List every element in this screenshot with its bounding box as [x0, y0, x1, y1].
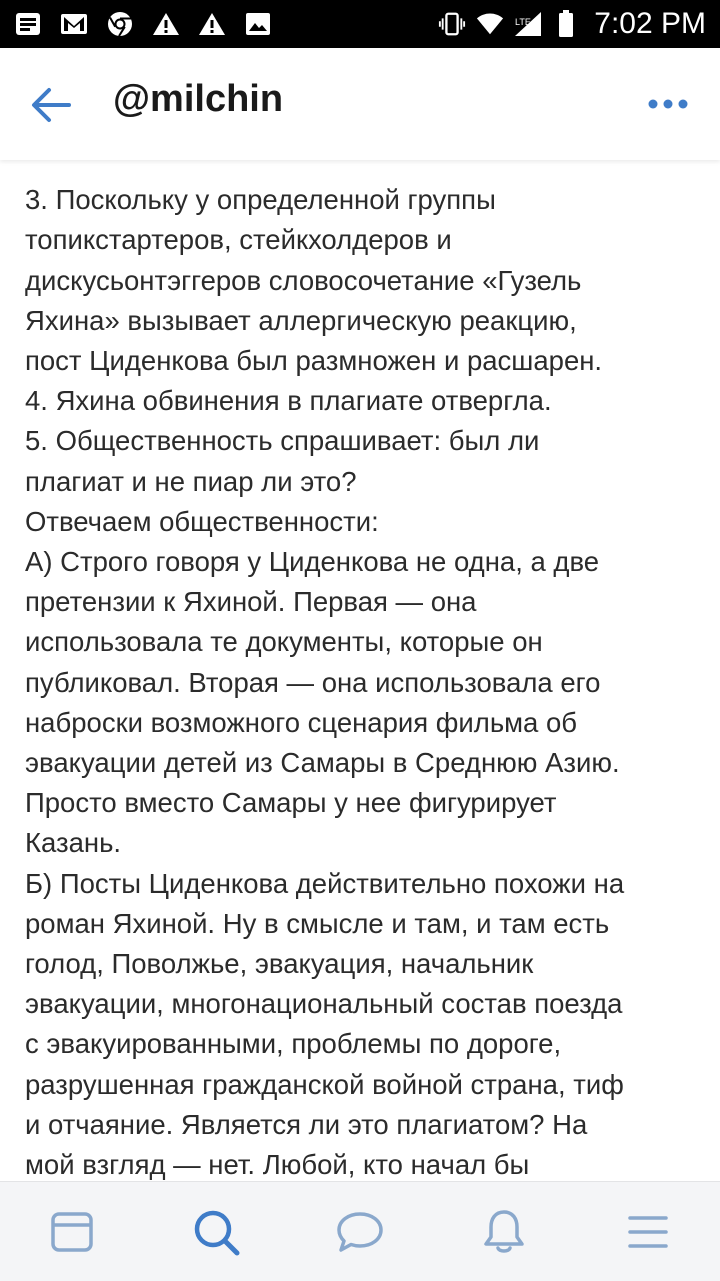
tab-menu[interactable] — [622, 1206, 674, 1258]
warning-icon — [198, 10, 226, 38]
post-text-line: с эвакуированными, проблемы по дороге, — [25, 1028, 562, 1060]
page-title: @milchin — [113, 78, 284, 120]
post-text-line: эвакуации детей из Самары в Среднюю Азию. — [25, 747, 620, 779]
tab-search[interactable] — [190, 1206, 242, 1258]
post-text-line: эвакуации, многонациональный состав поезда — [25, 988, 623, 1020]
more-dots-icon — [648, 99, 688, 109]
wifi-icon — [476, 10, 504, 38]
post-text-line: дискусьонтэггеров словосочетание «Гузель — [25, 264, 582, 296]
back-button[interactable] — [28, 82, 74, 128]
tab-messages[interactable] — [334, 1206, 386, 1258]
svg-text:LTE: LTE — [515, 17, 532, 27]
back-arrow-icon — [31, 87, 71, 123]
gmail-icon — [60, 10, 88, 38]
news-icon — [49, 1209, 95, 1255]
post-text-line: Б) Посты Циденкова действительно похожи на — [25, 867, 625, 899]
status-bar — [0, 0, 720, 48]
search-icon — [191, 1207, 241, 1257]
post-text-line: Отвечаем общественности: — [25, 505, 379, 537]
post-text-line: 5. Общественность спрашивает: был ли — [25, 425, 540, 457]
post-text-line: мой взгляд — нет. Любой, кто начал бы — [25, 1149, 530, 1180]
post-text-line: использовала те документы, которые он — [25, 626, 543, 658]
signal-icon — [514, 10, 542, 38]
post-text-line: плагиат и не пиар ли это? — [25, 465, 357, 497]
post-text — [25, 140, 705, 1180]
post-text-line: Просто вместо Самары у нее фигурирует — [25, 787, 557, 819]
post-text-line: пост Циденкова был размножен и расшарен. — [25, 345, 603, 376]
bottom-navigation — [0, 1181, 720, 1281]
post-text-line: претензии к Яхиной. Первая — она — [25, 586, 477, 618]
tab-news[interactable] — [46, 1206, 98, 1258]
post-text-line: наброски возможного сценария фильма об — [25, 706, 578, 738]
post-text-line: публиковал. Вторая — она использовала его — [25, 666, 601, 698]
app-header — [0, 48, 720, 160]
post-text-line: роман Яхиной. Ну в смысле и там, и там есть — [25, 907, 610, 939]
chrome-icon — [106, 10, 134, 38]
more-options-button[interactable] — [644, 86, 692, 122]
warning-icon — [152, 10, 180, 38]
image-icon — [244, 10, 272, 38]
vibrate-icon — [438, 10, 466, 38]
post-text-line: разрушенная гражданской войной страна, тиф — [25, 1068, 624, 1100]
battery-icon — [552, 10, 580, 38]
notification-icons — [14, 0, 290, 48]
post-text-line: голод, Поволжье, эвакуация, начальник — [25, 948, 534, 980]
message-icon — [14, 10, 42, 38]
menu-icon — [625, 1212, 671, 1252]
system-icons — [438, 0, 706, 48]
clock: 7:02 PM — [594, 7, 706, 40]
post-text-line: Яхина» вызывает аллергическую реакцию, — [25, 304, 577, 336]
post-text-line: и отчаяние. Является ли это плагиатом? На — [25, 1108, 588, 1140]
post-text-line: А) Строго говоря у Циденкова не одна, а две — [25, 546, 600, 578]
post-text-line: Казань. — [25, 827, 122, 859]
post-text-line: 3. Поскольку у определенной группы — [25, 184, 496, 216]
messages-icon — [335, 1209, 385, 1255]
notifications-icon — [481, 1208, 527, 1256]
post-content[interactable] — [0, 140, 720, 1180]
tab-notifications[interactable] — [478, 1206, 530, 1258]
post-text-line: 4. Яхина обвинения в плагиате отвергла. — [25, 385, 552, 417]
post-text-line: топикстартеров, стейкхолдеров и — [25, 224, 452, 256]
